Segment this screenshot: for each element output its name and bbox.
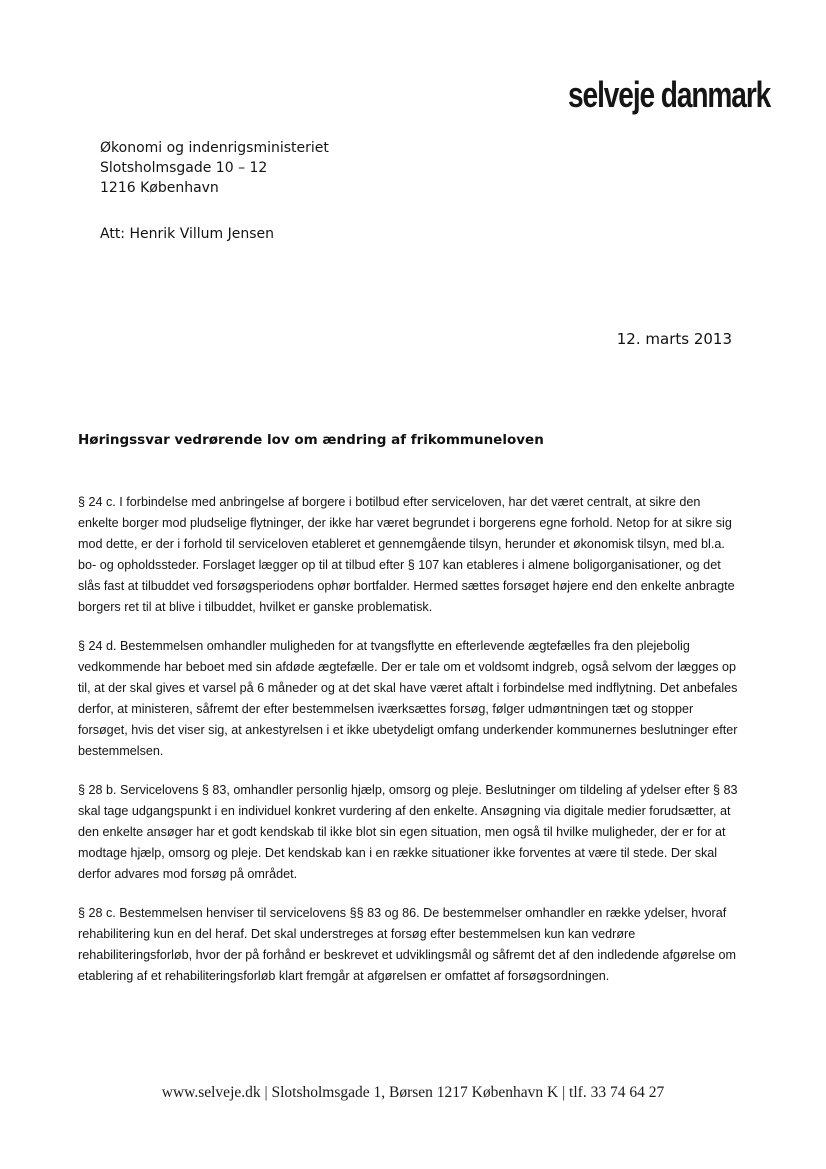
paragraph-28c: § 28 c. Bestemmelsen henviser til servicelovens §§ 83 og 86. De bestemmelser omhandler en række ydelser, hvoraf rehabilitering kun en del heraf. Det skal understreges at forsøg efter bestemmelsen kun kan vedrøre rehabiliteringsforløb, hvor der på forhånd er beskrevet et udviklingsmål og såfremt det af den indledende afgørelse om etablering af et rehabiliteringsforløb klart fremgår at afgørelsen er omfattet af forsøgsordningen. bbox=[78, 906, 737, 983]
recipient-street: Slotsholmsgade 10 – 12 bbox=[100, 160, 268, 176]
paragraph-24c: § 24 c. I forbindelse med anbringelse af borgere i botilbud efter serviceloven, har det været centralt, at sikre den enkelte borger mod pludselige flytninger, der ikke har været begrundet i borgerens egne forhold. Netop for at sikre sig mod dette, er der i forhold til serviceloven etableret et gennemgående tilsyn, herunder et økonomisk tilsyn, med bl.a. bo- og opholdssteder. Forslaget lægger op til at tilbud efter § 107 kan etableres i almene boligorganisationer, og det slås fast at tilbuddet ved forsøgsperiodens ophør bortfalder. Hermed sættes forsøget højere end den enkelte anbragte borgers ret til at blive i tilbuddet, hvilket er ganske problematisk. bbox=[78, 495, 735, 614]
letter-subject: Høringssvar vedrørende lov om ændring af frikommuneloven bbox=[78, 432, 544, 448]
recipient-name: Økonomi og indenrigsministeriet bbox=[100, 140, 329, 156]
letter-body bbox=[78, 492, 744, 1005]
paragraph-24d: § 24 d. Bestemmelsen omhandler muligheden for at tvangsflytte en efterlevende ægtefælles fra den plejebolig vedkommende har beboet med sin afdøde ægtefælle. Der er tale om et voldsomt indgreb, også selvom der lægges op til, at der skal gives et varsel på 6 måneder og at det skal have været aftalt i forbindelse med indflytning. Det anbefales derfor, at ministeren, såfremt der efter bestemmelsen iværksættes forsøg, følger udmøntningen tæt og stopper forsøget, hvis det viser sig, at ankestyrelsen i et ikke ubetydeligt omfang underkender kommunernes beslutninger efter bestemmelsen. bbox=[78, 639, 738, 758]
page-footer: www.selveje.dk | Slotsholmsgade 1, Børsen 1217 København K | tlf. 33 74 64 27 bbox=[161, 1084, 665, 1101]
attention-line: Att: Henrik Villum Jensen bbox=[100, 226, 274, 242]
letter-date: 12. marts 2013 bbox=[616, 330, 732, 348]
organization-logo: selveje danmark bbox=[567, 74, 770, 115]
recipient-address bbox=[100, 138, 329, 198]
recipient-city: 1216 København bbox=[100, 180, 219, 196]
paragraph-28b: § 28 b. Servicelovens § 83, omhandler personlig hjælp, omsorg og pleje. Beslutninger om tildeling af ydelser efter § 83 skal tage udgangspunkt i en individuel konkret vurdering af den enkelte. Ansøgning via digitale medier forudsætter, at den enkelte ansøger har et godt kendskab til ikke blot sin egen situation, men også til hvilke muligheder, der er for at modtage hjælp, omsorg og pleje. Det kendskab kan i en række situationer ikke forventes at være til stede. Der skal derfor advares mod forsøg på området. bbox=[78, 783, 738, 881]
